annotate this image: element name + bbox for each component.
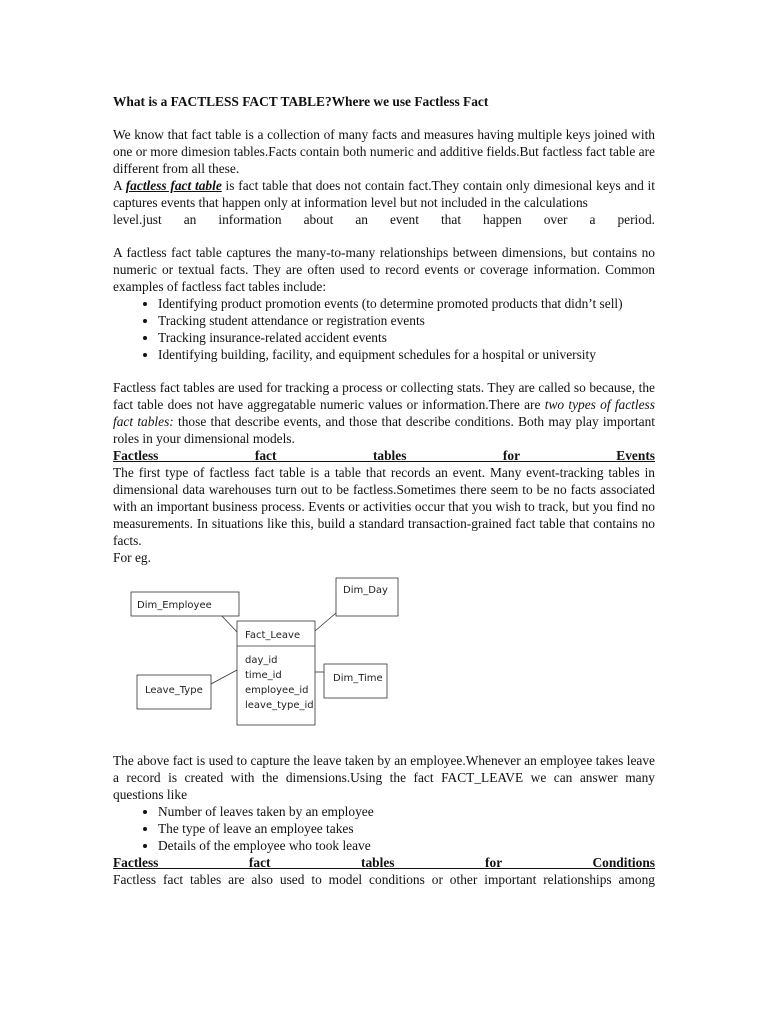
document-body bbox=[113, 93, 655, 888]
definition-text: is fact table that does not contain fact.They contain only dimesional keys and it captures events that happen only at information level but not included in the calculations bbox=[113, 178, 656, 210]
fact-field: leave_type_id bbox=[245, 700, 314, 711]
diagram-svg bbox=[113, 574, 655, 742]
dim-day-box bbox=[336, 578, 398, 616]
intro-paragraph: We know that fact table is a collection of many facts and measures having multiple keys joined with one or more dimesion tables.Facts contain both numeric and additive fields.But factless fact table are different from all these. bbox=[113, 127, 655, 176]
dim-employee-label: Dim_Employee bbox=[137, 600, 212, 611]
types-text-before: Factless fact tables are used for tracking a process or collecting stats. They are called so because, the fact table does not have aggregatable numeric values or information.There are bbox=[113, 380, 655, 412]
events-paragraph: The first type of factless fact table is a table that records an event. Many event-tracking tables in dimensional data warehouses turn out to be factless.Sometimes there seem to be no facts associated with an important business process. Events or activities occur that you wish to track, but you find no measurements. In situations like this, build a standard transaction-grained fact table that contains no facts. bbox=[113, 465, 655, 548]
types-text-after: those that describe events, and those that describe conditions. Both may play important roles in your dimensional models. bbox=[113, 414, 655, 446]
conditions-heading: Factless fact tables for Conditions bbox=[113, 855, 655, 870]
types-emphasis: two types of factless fact tables: bbox=[113, 397, 655, 429]
fact-field: time_id bbox=[245, 670, 282, 681]
examples-list bbox=[113, 295, 655, 363]
for-example-label: For eg. bbox=[113, 550, 151, 565]
list-item: • The type of leave an employee takes bbox=[158, 820, 655, 837]
fact-leave-diagram bbox=[113, 574, 655, 742]
list-item: • Identifying building, facility, and equipment schedules for a hospital or university bbox=[158, 346, 655, 363]
dim-time-label: Dim_Time bbox=[333, 673, 383, 684]
fact-field: employee_id bbox=[245, 685, 309, 696]
questions-list bbox=[113, 803, 655, 854]
types-paragraph bbox=[113, 379, 655, 447]
definition-paragraph bbox=[113, 177, 655, 211]
definition-last-line: level.just an information about an event that happen over a period. bbox=[113, 212, 655, 227]
many-to-many-paragraph: A factless fact table captures the many-to-many relationships between dimensions, but contains no numeric or textual facts. They are often used to record events or coverage information. Common examples of factless fact tables include: bbox=[113, 245, 655, 294]
definition-term: factless fact table bbox=[125, 178, 222, 193]
fact-field: day_id bbox=[245, 655, 278, 666]
after-diagram-paragraph: The above fact is used to capture the leave taken by an employee.Whenever an employee takes leave a record is created with the dimensions.Using the fact FACT_LEAVE we can answer many questions like bbox=[113, 753, 655, 802]
definition-prefix: A bbox=[113, 178, 126, 193]
document-title: What is a FACTLESS FACT TABLE?Where we use Factless Fact bbox=[113, 94, 489, 109]
list-item: • Details of the employee who took leave bbox=[158, 837, 655, 854]
connector-leave-type-fact bbox=[211, 670, 237, 684]
connector-fact-day bbox=[315, 613, 336, 631]
leave-type-label: Leave_Type bbox=[145, 685, 203, 696]
connector-employee-fact bbox=[221, 615, 237, 632]
list-item: • Number of leaves taken by an employee bbox=[158, 803, 655, 820]
events-heading: Factless fact tables for Events bbox=[113, 448, 655, 463]
fact-leave-label: Fact_Leave bbox=[245, 630, 301, 641]
dim-day-label: Dim_Day bbox=[343, 585, 388, 596]
list-item: • Tracking insurance-related accident events bbox=[158, 329, 655, 346]
list-item: • Identifying product promotion events (to determine promoted products that didn’t sell) bbox=[158, 295, 655, 312]
list-item: • Tracking student attendance or registration events bbox=[158, 312, 655, 329]
conditions-paragraph: Factless fact tables are also used to model conditions or other important relationships among bbox=[113, 872, 655, 887]
